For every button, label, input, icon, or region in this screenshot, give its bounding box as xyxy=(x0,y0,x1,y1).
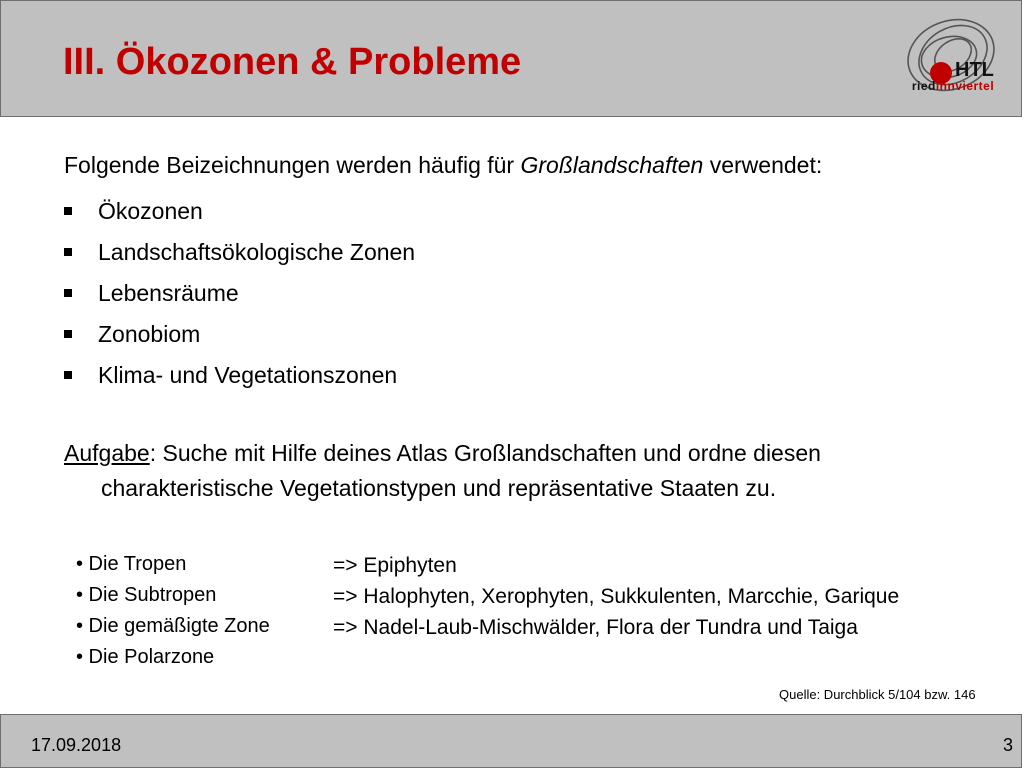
zone-list xyxy=(76,550,270,674)
square-bullet-icon xyxy=(64,289,72,297)
list-item: • Die Polarzone xyxy=(76,646,215,668)
list-item: => Halophyten, Xerophyten, Sukkulenten, Marcchie, Garique xyxy=(333,585,900,608)
list-item-text: Landschaftsökologische Zonen xyxy=(98,238,416,265)
page-number: 3 xyxy=(1002,735,1013,755)
intro-part-a: Folgende Beizeichnungen werden häufig für xyxy=(64,152,521,178)
logo-sub-b: innviertel xyxy=(935,79,995,93)
list-item: • Die gemäßigte Zone xyxy=(76,615,270,637)
term-list xyxy=(64,190,415,395)
list-item-text: Lebensräume xyxy=(98,279,239,306)
list-item xyxy=(64,272,415,313)
list-item xyxy=(64,231,415,272)
square-bullet-icon xyxy=(64,248,72,256)
list-item-text: Ökozonen xyxy=(98,197,203,224)
square-bullet-icon xyxy=(64,330,72,338)
list-item-text: Zonobiom xyxy=(98,320,201,347)
task-line-2: charakteristische Vegetationstypen und repräsentative Staaten zu. xyxy=(101,475,777,501)
list-item xyxy=(64,354,415,395)
task-line-1-text: : Suche mit Hilfe deines Atlas Großlandschaften und ordne diesen xyxy=(149,440,821,466)
task-line-1 xyxy=(64,436,1014,471)
logo-sub-a: ried xyxy=(911,79,936,93)
list-item-text: Klima- und Vegetationszonen xyxy=(98,361,398,388)
footer-date: 17.09.2018 xyxy=(31,735,122,755)
intro-emphasis: Großlandschaften xyxy=(520,152,704,178)
slide-header xyxy=(0,0,1022,117)
square-bullet-icon xyxy=(64,371,72,379)
intro-text xyxy=(64,152,822,179)
slide-title: III. Ökozonen & Probleme xyxy=(63,41,522,83)
task-label: Aufgabe xyxy=(64,440,150,466)
list-item xyxy=(64,313,415,354)
task-text xyxy=(64,436,1014,506)
intro-part-b: verwendet: xyxy=(703,152,823,178)
slide-footer xyxy=(0,714,1022,768)
list-item: => Epiphyten xyxy=(333,554,457,577)
list-item: => Nadel-Laub-Mischwälder, Flora der Tundra und Taiga xyxy=(333,616,858,639)
logo-main-text: HTL xyxy=(955,59,994,81)
list-item xyxy=(64,190,415,231)
htl-logo xyxy=(901,15,1011,107)
vegetation-list xyxy=(333,552,899,645)
source-citation: Quelle: Durchblick 5/104 bzw. 146 xyxy=(779,687,976,702)
square-bullet-icon xyxy=(64,207,72,215)
list-item: • Die Subtropen xyxy=(76,584,217,606)
list-item: • Die Tropen xyxy=(76,553,187,575)
